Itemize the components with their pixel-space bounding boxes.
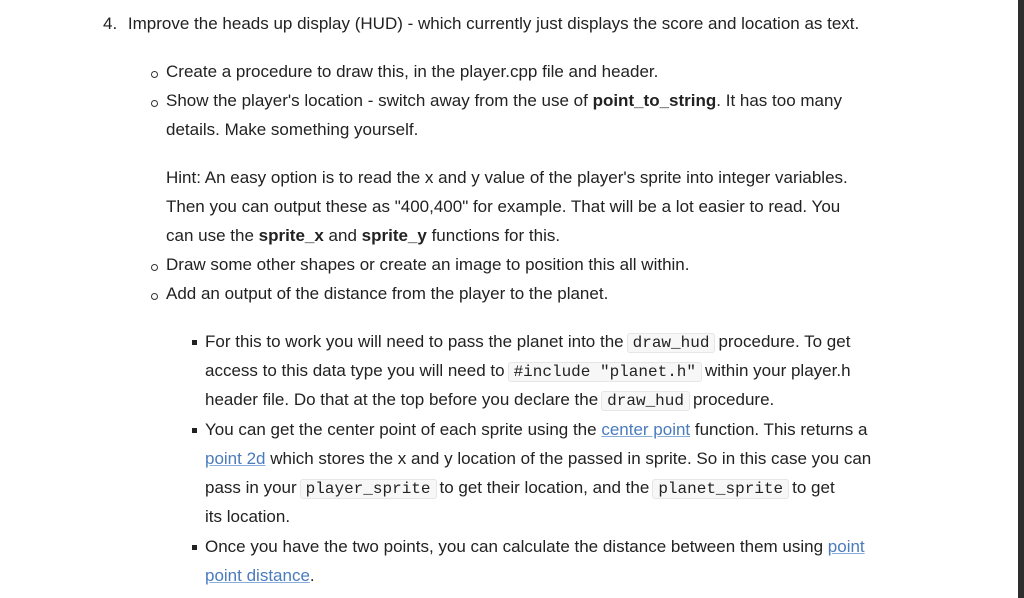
- text-span: . It has too many: [716, 91, 842, 110]
- list-number: 4.: [103, 14, 118, 33]
- bullet-icon: [151, 293, 158, 300]
- point-distance-link[interactable]: point distance: [205, 566, 310, 585]
- bold-term: point_to_string: [592, 91, 717, 110]
- subbullet-pass-planet-2: [205, 359, 851, 384]
- code-planet-sprite: planet_sprite: [652, 479, 789, 499]
- hint-line-1: Hint: An easy option is to read the x and y value of the player's sprite into integer variables.: [166, 168, 848, 187]
- subbullet-pass-planet-1: [205, 330, 850, 355]
- text-span: pass in your: [205, 478, 297, 497]
- bullet-draw-shapes: Draw some other shapes or create an image to position this all within.: [166, 255, 690, 274]
- bold-term: sprite_y: [361, 226, 427, 245]
- window-edge: [1018, 0, 1024, 598]
- subbullet-center-point-2: [205, 447, 871, 471]
- bullet-square-icon: [192, 545, 197, 550]
- text-span: can use the: [166, 226, 259, 245]
- text-span: Once you have the two points, you can calculate the distance between them using: [205, 537, 828, 556]
- list-item-4: [103, 12, 859, 36]
- code-include-planet: #include "planet.h": [508, 362, 702, 382]
- point-link[interactable]: point: [827, 537, 865, 556]
- bullet-show-location: [166, 89, 842, 113]
- bullet-show-location-cont: details. Make something yourself.: [166, 120, 419, 139]
- bullet-create-procedure: Create a procedure to draw this, in the player.cpp file and header.: [166, 62, 659, 81]
- bullet-square-icon: [192, 340, 197, 345]
- code-draw-hud: draw_hud: [627, 333, 716, 353]
- text-span: which stores the x and y location of the passed in sprite. So in this case you can: [265, 449, 872, 468]
- text-span: to get their location, and the: [439, 478, 650, 497]
- bullet-distance-output: Add an output of the distance from the player to the planet.: [166, 284, 609, 303]
- bold-term: sprite_x: [258, 226, 324, 245]
- hint-line-3: [166, 224, 560, 248]
- subbullet-center-point-1: [205, 418, 868, 442]
- bullet-icon: [151, 100, 158, 107]
- center-point-link[interactable]: center point: [601, 420, 691, 439]
- subbullet-distance-2: [205, 564, 315, 588]
- point-2d-link[interactable]: point 2d: [205, 449, 266, 468]
- text-span: .: [309, 566, 315, 585]
- text-span: procedure. To get: [718, 332, 851, 351]
- text-span: Show the player's location - switch away from the use of: [166, 91, 593, 110]
- list-item-text: Improve the heads up display (HUD) - which currently just displays the score and location as text.: [127, 14, 860, 33]
- text-span: For this to work you will need to pass the planet into the: [205, 332, 624, 351]
- bullet-icon: [151, 71, 158, 78]
- text-span: to get: [792, 478, 835, 497]
- text-span: and: [323, 226, 362, 245]
- text-span: header file. Do that at the top before you declare the: [205, 390, 599, 409]
- subbullet-center-point-4: its location.: [205, 507, 291, 526]
- text-span: function. This returns a: [690, 420, 868, 439]
- code-player-sprite: player_sprite: [300, 479, 437, 499]
- text-span: within your player.h: [705, 361, 851, 380]
- text-span: functions for this.: [426, 226, 561, 245]
- bullet-square-icon: [192, 428, 197, 433]
- text-span: You can get the center point of each sprite using the: [205, 420, 602, 439]
- subbullet-pass-planet-3: [205, 388, 774, 413]
- bullet-icon: [151, 264, 158, 271]
- text-span: procedure.: [692, 390, 775, 409]
- code-draw-hud: draw_hud: [601, 391, 690, 411]
- text-span: access to this data type you will need to: [205, 361, 505, 380]
- subbullet-center-point-3: [205, 476, 835, 501]
- subbullet-distance-1: [205, 535, 865, 559]
- hint-line-2: Then you can output these as "400,400" for example. That will be a lot easier to read. You: [166, 197, 841, 216]
